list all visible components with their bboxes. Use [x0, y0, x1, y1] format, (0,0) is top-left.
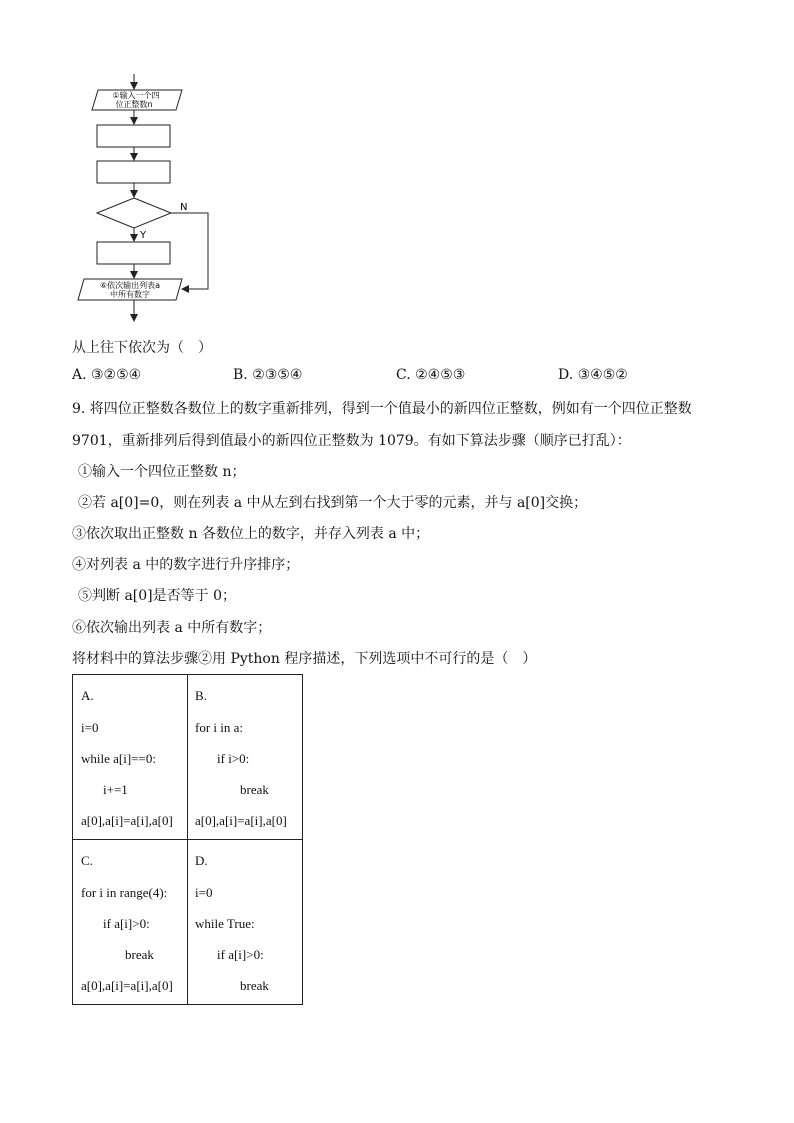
code-line: i+=1: [103, 782, 128, 797]
q9-step-6: ⑥依次输出列表 a 中所有数字；: [72, 620, 272, 636]
code-line: i=0: [195, 885, 213, 900]
input-text-2: 位正整数n: [115, 100, 153, 109]
code-line: if a[i]>0:: [217, 947, 264, 962]
option-b-cell[interactable]: [188, 675, 303, 840]
code-options-table: [72, 674, 303, 1005]
output-text-2: 中所有数字: [110, 290, 150, 299]
no-branch-line: [171, 213, 208, 289]
yes-label: Y: [140, 230, 147, 241]
code-line: a[0],a[i]=a[i],a[0]: [81, 813, 173, 828]
code-line: break: [240, 978, 269, 993]
q8-option-a[interactable]: A. ③②⑤④: [72, 367, 142, 383]
q9-question: 将材料中的算法步骤②用 Python 程序描述，下列选项中不可行的是（ ）: [72, 651, 537, 667]
q9-text-line1: 9. 将四位正整数各数位上的数字重新排列，得到一个值最小的新四位正整数，例如有一个四位正整数: [72, 401, 692, 417]
q8-option-b[interactable]: B. ②③⑤④: [233, 367, 303, 383]
option-c-label: C.: [81, 853, 93, 868]
code-line: while True:: [195, 916, 255, 931]
code-line: for i in a:: [195, 720, 244, 735]
q9-step-3: ③依次取出正整数 n 各数位上的数字，并存入列表 a 中；: [72, 526, 430, 542]
code-line: while a[i]==0:: [81, 751, 156, 766]
decision-diamond: [97, 198, 171, 228]
code-line: i=0: [81, 720, 99, 735]
code-line: for i in range(4):: [81, 885, 168, 900]
code-line: if i>0:: [217, 751, 250, 766]
option-b-label: B.: [195, 688, 207, 703]
flowchart: [70, 70, 220, 330]
process-box-2: [97, 161, 170, 183]
code-line: if a[i]>0:: [103, 916, 150, 931]
output-text-1: ⑥依次输出列表a: [99, 281, 161, 290]
q9-step-5: ⑤判断 a[0]是否等于 0；: [78, 588, 236, 604]
option-a-cell[interactable]: [73, 675, 188, 840]
code-line: a[0],a[i]=a[i],a[0]: [81, 978, 173, 993]
option-d-label: D.: [195, 853, 208, 868]
process-box-1: [97, 125, 170, 147]
option-c-cell[interactable]: [73, 840, 188, 1005]
code-line: break: [240, 782, 269, 797]
code-line: break: [125, 947, 154, 962]
q8-prompt: 从上往下依次为（ ）: [72, 340, 212, 356]
option-a-label: A.: [81, 688, 94, 703]
q9-step-4: ④对列表 a 中的数字进行升序排序；: [72, 557, 300, 573]
process-box-3: [97, 242, 170, 264]
q8-option-c[interactable]: C. ②④⑤③: [396, 367, 466, 383]
code-line: a[0],a[i]=a[i],a[0]: [195, 813, 287, 828]
q9-text-line2: 9701，重新排列后得到值最小的新四位正整数为 1079。有如下算法步骤（顺序已打乱）：: [72, 433, 631, 449]
q9-step-1: ①输入一个四位正整数 n；: [78, 464, 246, 480]
q9-step-2: ②若 a[0]=0，则在列表 a 中从左到右找到第一个大于零的元素，并与 a[0]交换；: [78, 495, 588, 511]
option-d-cell[interactable]: [188, 840, 303, 1005]
input-text-1: ①输入一个四: [112, 91, 160, 100]
q8-option-d[interactable]: D. ③④⑤②: [558, 367, 628, 383]
no-label: N: [180, 202, 188, 213]
